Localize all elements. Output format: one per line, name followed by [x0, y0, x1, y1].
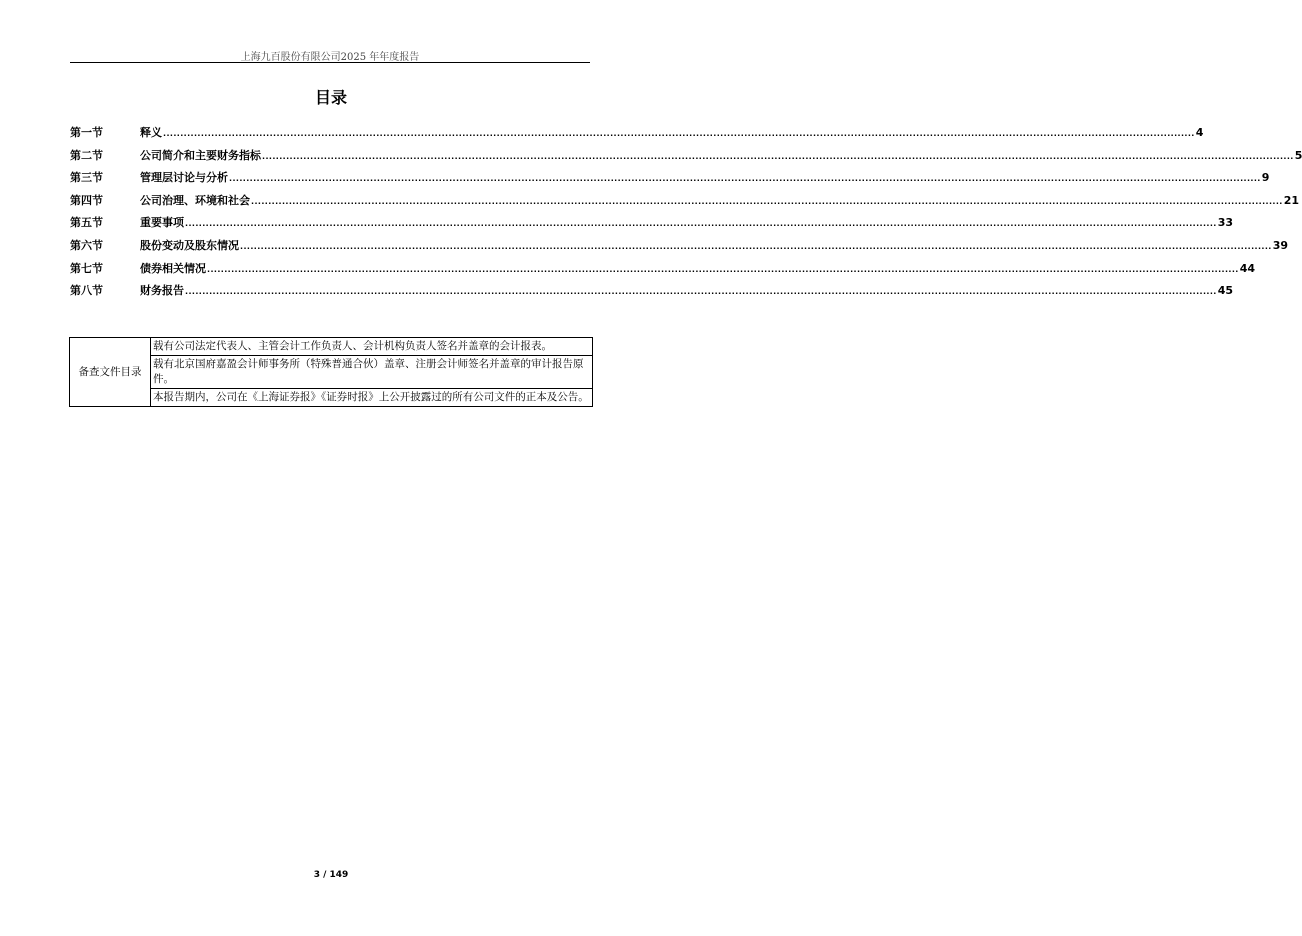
toc-page-number: 44: [1239, 261, 1256, 275]
reference-document-item: 本报告期内，公司在《上海证券报》《证券时报》上公开披露过的所有公司文件的正本及公告。: [151, 389, 593, 407]
toc-page-number: 39: [1272, 238, 1289, 252]
page-number-footer: 3 / 149: [313, 870, 349, 880]
reference-document-item: 载有北京国府嘉盈会计师事务所（特殊普通合伙）盖章、注册会计师签名并盖章的审计报告原件。: [151, 356, 593, 389]
header-rule: [70, 62, 590, 63]
toc-entry[interactable]: [70, 124, 1204, 147]
toc-section-number: 第一节: [70, 126, 103, 139]
toc-page-number: 33: [1217, 216, 1234, 230]
toc-section-number: 第八节: [70, 284, 103, 298]
toc-leader-dots: ............................................................................................................................................................................................................................................................................................................: [185, 287, 1217, 297]
page-title: 目录: [314, 88, 347, 107]
reference-documents-label: 备查文件目录: [70, 338, 151, 407]
toc-leader-dots: ............................................................................................................................................................................................................................................................................................................: [262, 151, 1294, 161]
toc-entry[interactable]: [70, 169, 1270, 192]
toc-leader-dots: ............................................................................................................................................................................................................................................................................................................: [240, 241, 1272, 251]
reference-document-item: 载有公司法定代表人、主管会计工作负责人、会计机构负责人签名并盖章的会计报表。: [151, 338, 593, 356]
toc-entry[interactable]: [70, 192, 1300, 215]
toc-section-title: 债券相关情况: [140, 261, 206, 275]
toc-section-title: 管理层讨论与分析: [140, 171, 228, 185]
toc-leader-dots: ............................................................................................................................................................................................................................................................................................................: [229, 174, 1261, 184]
toc-section-number: 第七节: [70, 261, 103, 275]
toc-section-title: 公司简介和主要财务指标: [140, 148, 261, 162]
toc-page-number: 45: [1217, 284, 1234, 298]
toc-entry[interactable]: [70, 214, 1234, 237]
toc-page-number: 4: [1195, 126, 1204, 139]
toc-page-number: 5: [1294, 148, 1302, 162]
toc-section-title: 释义: [140, 126, 162, 139]
page-header: 上海九百股份有限公司2025 年年度报告: [240, 52, 420, 63]
toc-entry[interactable]: [70, 237, 1289, 260]
toc-entry[interactable]: [70, 282, 1234, 305]
reference-documents-table: [69, 337, 593, 407]
toc-section-number: 第六节: [70, 238, 103, 252]
toc-section-number: 第五节: [70, 216, 103, 230]
toc-page-number: 21: [1283, 193, 1300, 207]
toc-entry[interactable]: [70, 260, 1256, 283]
toc-section-number: 第二节: [70, 148, 103, 162]
toc-section-number: 第四节: [70, 193, 103, 207]
toc-leader-dots: ............................................................................................................................................................................................................................................................................................................: [251, 196, 1283, 206]
toc-section-title: 财务报告: [140, 284, 184, 298]
table-of-contents: [70, 124, 1302, 305]
toc-leader-dots: ............................................................................................................................................................................................................................................................................................................: [163, 129, 1195, 138]
toc-section-title: 重要事项: [140, 216, 184, 230]
toc-entry[interactable]: [70, 147, 1302, 170]
toc-section-title: 公司治理、环境和社会: [140, 193, 250, 207]
toc-leader-dots: ............................................................................................................................................................................................................................................................................................................: [185, 219, 1217, 229]
toc-section-title: 股份变动及股东情况: [140, 238, 239, 252]
toc-leader-dots: ............................................................................................................................................................................................................................................................................................................: [207, 264, 1239, 274]
toc-section-number: 第三节: [70, 171, 103, 185]
toc-page-number: 9: [1261, 171, 1270, 185]
